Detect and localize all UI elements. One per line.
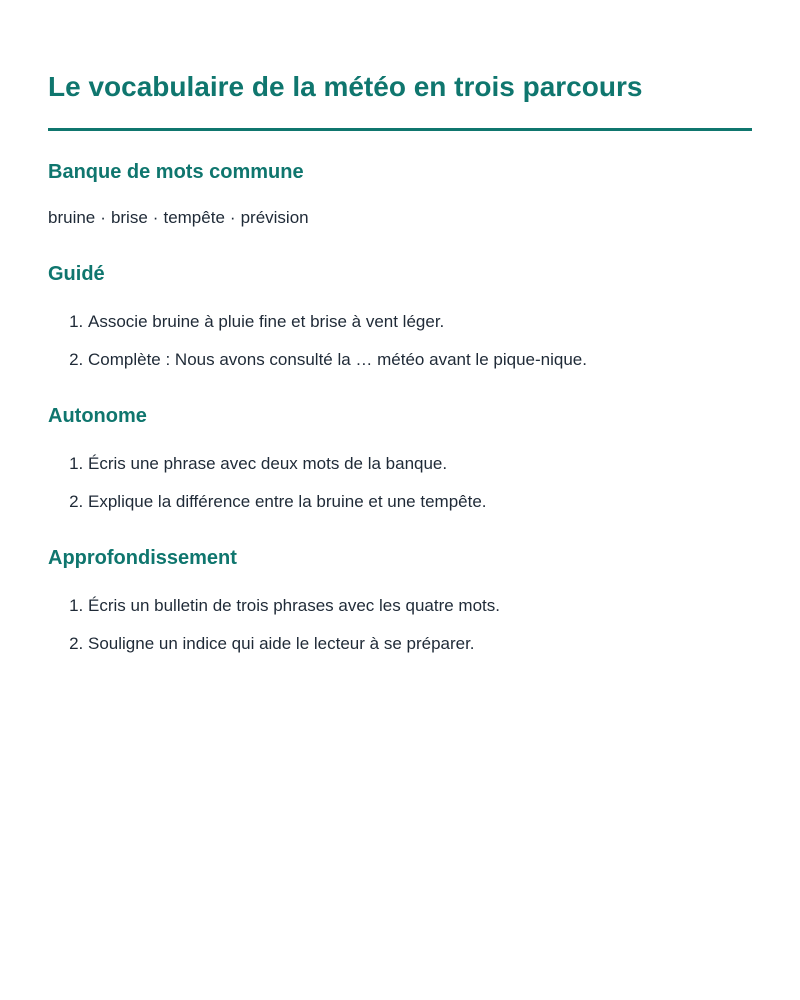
word-bank-word: bruine xyxy=(48,208,96,227)
task-list-deepening xyxy=(48,595,752,655)
word-bank-word: prévision xyxy=(240,208,309,227)
task-item: 2. Complète : Nous avons consulté la … météo avant le pique-nique. xyxy=(88,349,752,371)
level-heading-guided: Guidé xyxy=(48,263,105,285)
level-heading-deepening: Approfondissement xyxy=(48,547,237,569)
task-item: 1. Écris un bulletin de trois phrases avec les quatre mots. xyxy=(88,595,752,617)
word-bank-word: brise xyxy=(110,208,148,227)
task-item: 1. Associe bruine à pluie fine et brise à vent léger. xyxy=(88,311,752,333)
level-deepening xyxy=(48,546,752,655)
task-list-autonomous xyxy=(48,453,752,513)
task-item: 1. Écris une phrase avec deux mots de la banque. xyxy=(88,453,752,475)
word-separator: · xyxy=(229,208,236,227)
level-guided xyxy=(48,262,752,371)
page-title: Le vocabulaire de la météo en trois parcours xyxy=(48,71,643,102)
title-divider xyxy=(48,128,752,131)
word-bank-word: tempête xyxy=(163,208,225,227)
level-heading-autonomous: Autonome xyxy=(48,405,147,427)
level-autonomous xyxy=(48,404,752,513)
word-bank xyxy=(48,207,752,229)
word-bank-heading: Banque de mots commune xyxy=(48,161,304,183)
task-item: 2. Explique la différence entre la bruine et une tempête. xyxy=(88,491,752,513)
task-list-guided xyxy=(48,311,752,371)
word-separator: · xyxy=(100,208,106,227)
task-item: 2. Souligne un indice qui aide le lecteur à se préparer. xyxy=(88,633,752,655)
word-separator: · xyxy=(152,208,159,227)
